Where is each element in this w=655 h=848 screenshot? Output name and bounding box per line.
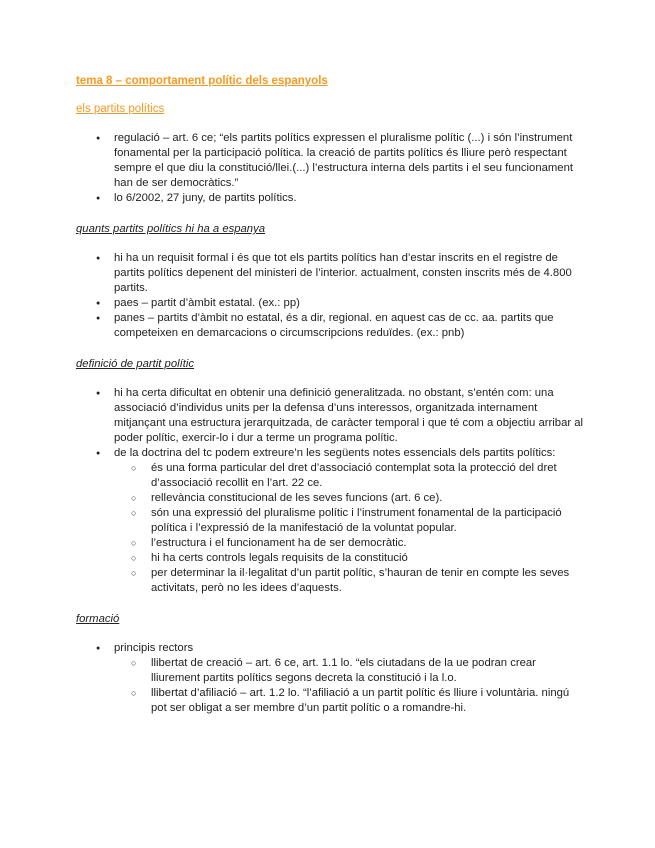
bullet-list: [76, 251, 586, 341]
list-item-text: de la doctrina del tc podem extreure’n les següents notes essencials dels partits polítics:: [114, 447, 556, 459]
section-heading-formacio: formació: [76, 613, 120, 625]
sub-list-item: ○ per determinar la il·legalitat d’un partit polític, s’hauran de tenir en compte les seves activitats, però no les idees d’aquests.: [114, 566, 586, 596]
sub-bullet-list: [114, 461, 586, 596]
list-item: ● lo 6/2002, 27 juny, de partits polítics.: [76, 191, 586, 206]
section-heading-partits: els partits polítics: [76, 103, 165, 115]
section-heading-definicio: definició de partit polític: [76, 358, 195, 370]
sub-list-item: ○ l’estructura i el funcionament ha de ser democràtic.: [114, 536, 586, 551]
list-item: ● paes – partit d’àmbit estatal. (ex.: pp): [76, 296, 586, 311]
section-heading-quants: quants partits polítics hi ha a espanya: [76, 223, 266, 235]
document-page: [76, 74, 586, 716]
sub-list-item: ○ rellevància constitucional de les seves funcions (art. 6 ce).: [114, 491, 586, 506]
list-item: ● panes – partits d’àmbit no estatal, és a dir, regional. en aquest cas de cc. aa. partits que competeixen en demarcacions o circumscripcions reduïdes. (ex.: pnb): [76, 311, 586, 341]
bullet-list: [76, 131, 586, 206]
list-item: ● hi ha un requisit formal i és que tot els partits polítics han d’estar inscrits en el registre de partits polítics depenent del ministeri de l’interior. actualment, consten inscrits més de 4.800 partits.: [76, 251, 586, 296]
sub-list-item: ○ hi ha certs controls legals requisits de la constitució: [114, 551, 586, 566]
bullet-list: [76, 641, 586, 716]
sub-list-item: ○ són una expressió del pluralisme polític i l’instrument fonamental de la participació política i l’expressió de la manifestació de la voluntat popular.: [114, 506, 586, 536]
sub-list-item: ○ llibertat de creació – art. 6 ce, art. 1.1 lo. “els ciutadans de la ue podran crear lliurement partits polítics segons decreta la constitució i la l.o.: [114, 656, 586, 686]
list-item: [76, 641, 586, 716]
list-item-text: principis rectors: [114, 642, 194, 654]
list-item: ● regulació – art. 6 ce; “els partits polítics expressen el pluralisme polític (...) i són l’instrument fonamental per la participació política. la creació de partits polítics és lliure però respectant sempre el que diu la constitució/llei.(...) l’estructura interna dels partits i el seu funcionament han de ser democràtics.”: [76, 131, 586, 191]
sub-list-item: ○ llibertat d’afiliació – art. 1.2 lo. “l’afiliació a un partit polític és lliure i voluntària. ningú pot ser obligat a ser membre d’un partit polític o a romandre-hi.: [114, 686, 586, 716]
sub-list-item: ○ és una forma particular del dret d’associació contemplat sota la protecció del dret d’associació recollit en l’art. 22 ce.: [114, 461, 586, 491]
sub-bullet-list: [114, 656, 586, 716]
bullet-list: [76, 386, 586, 596]
list-item: [76, 446, 586, 596]
list-item: ● hi ha certa dificultat en obtenir una definició generalitzada. no obstant, s’entén com: una associació d’individus units per la defensa d’uns interessos, organitzada internament mitjançant una estructura jerarquitzada, de caràcter temporal i que té com a objectiu arribar al poder polític, exercir-lo i dur a terme un programa polític.: [76, 386, 586, 446]
document-title: tema 8 – comportament polític dels espanyols: [76, 75, 328, 87]
